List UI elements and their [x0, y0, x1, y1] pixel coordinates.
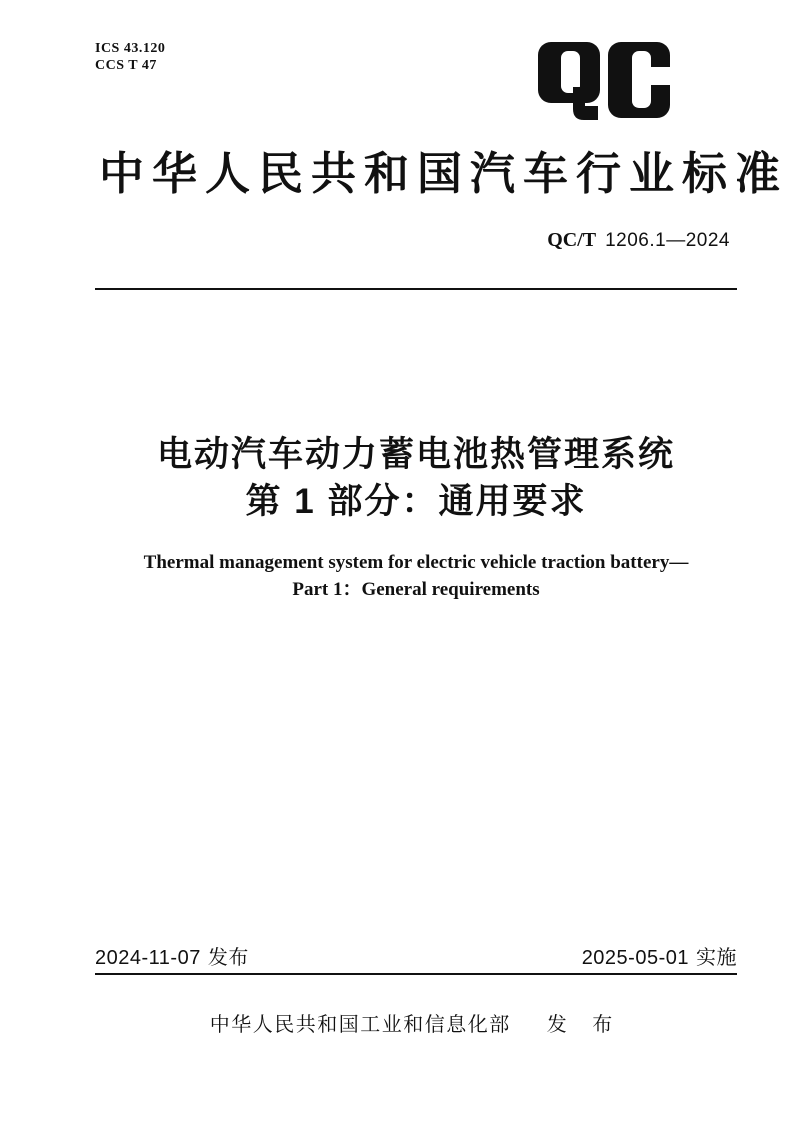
document-title-cn-line1: 电动汽车动力蓄电池热管理系统	[156, 435, 675, 474]
document-title-en-line1: Thermal management system for electric vehicle traction battery—	[143, 552, 689, 573]
classification-codes	[95, 40, 165, 74]
issuing-authority-line	[95, 1012, 737, 1038]
standard-number-prefix: QC/T	[547, 229, 597, 251]
dates-row	[95, 946, 737, 970]
implement-date: 2025-05-01	[581, 947, 689, 969]
issue-date-label: 发布	[207, 947, 249, 969]
implement-date-label: 实施	[696, 947, 737, 969]
ccs-code: CCS T 47	[95, 58, 157, 73]
bottom-divider-rule	[95, 973, 737, 975]
ics-code: ICS 43.120	[95, 41, 166, 56]
implement-date-group	[582, 946, 737, 970]
qc-standard-emblem-icon	[538, 42, 670, 120]
document-title-cn-line2: 第 1 部分：通用要求	[245, 482, 587, 521]
publish-label: 发 布	[546, 1014, 623, 1036]
issue-date-group	[95, 946, 249, 970]
document-title-chinese	[95, 431, 737, 525]
standard-number-code: 1206.1—2024	[605, 230, 730, 251]
standard-banner-title: 中华人民共和国汽车行业标准	[99, 148, 789, 199]
document-title-english	[95, 549, 737, 603]
top-divider-rule	[95, 288, 737, 290]
issuing-authority: 中华人民共和国工业和信息化部	[209, 1014, 511, 1036]
issue-date: 2024-11-07	[95, 947, 201, 969]
standard-number	[95, 227, 730, 255]
document-title-en-line2: Part 1：General requirements	[292, 579, 540, 600]
